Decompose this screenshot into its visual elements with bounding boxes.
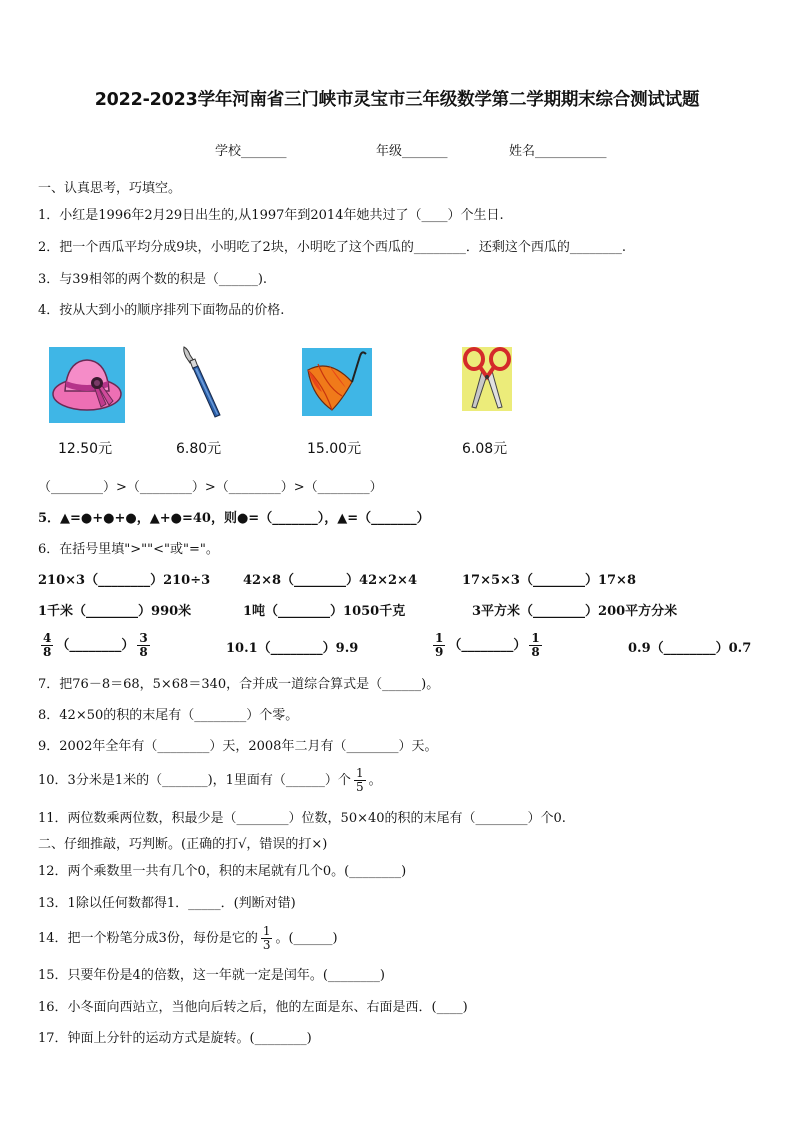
compare-5: 1吨（________）1050千克 xyxy=(243,604,406,619)
school-field: 学校_______ xyxy=(215,144,287,159)
question-13: 13．1除以任何数都得1．_____．(判断对错) xyxy=(38,896,296,911)
question-11: 11．两位数乘两位数，积最少是（________）位数，50×40的积的末尾有（________）个0. xyxy=(38,811,566,826)
name-field: 姓名___________ xyxy=(509,144,607,159)
grade-field: 年级_______ xyxy=(376,144,448,159)
fraction-4-8: $\frac{4}{8}$ xyxy=(43,631,52,659)
question-1: 1．小红是1996年2月29日出生的,从1997年到2014年她共过了（____）个生日. xyxy=(38,208,504,223)
question-4-answer: （________）>（________）>（________）>（________） xyxy=(38,480,383,495)
compare-1: 210×3（________）210÷3 xyxy=(38,573,211,588)
question-17: 17．钟面上分针的运动方式是旋转。(________) xyxy=(38,1031,312,1046)
question-3: 3．与39相邻的两个数的积是（______). xyxy=(38,272,268,287)
fraction-1-3: $\frac{1}{3}$ xyxy=(262,924,271,952)
compare-7: $\frac{4}{8}$ （________） $\frac{3}{8}$ xyxy=(43,631,148,659)
compare-6: 3平方米（________）200平方分米 xyxy=(472,604,678,619)
question-7: 7．把76－8＝68，5×68＝340，合并成一道综合算式是（______)。 xyxy=(38,677,440,692)
fraction-3-8: $\frac{3}{8}$ xyxy=(139,631,148,659)
scissors-icon xyxy=(462,347,512,411)
compare-9: $\frac{1}{9}$ （________） $\frac{1}{8}$ xyxy=(435,631,540,659)
question-2: 2．把一个西瓜平均分成9块，小明吃了2块，小明吃了这个西瓜的________．还剩这个西瓜的________. xyxy=(38,240,626,255)
question-10: 10．3分米是1米的（_______)，1里面有（______）个 $\frac{1}{5}$ 。 xyxy=(38,766,382,794)
question-15: 15．只要年份是4的倍数，这一年就一定是闰年。(________) xyxy=(38,968,385,983)
price-brush: 6.80元 xyxy=(176,441,222,457)
question-16: 16．小冬面向西站立，当他向后转之后，他的左面是东、右面是西．(____) xyxy=(38,1000,468,1015)
fraction-1-9: $\frac{1}{9}$ xyxy=(435,631,444,659)
compare-8: 10.1（________）9.9 xyxy=(226,641,359,656)
question-5: 5．▲=●+●+●，▲+●=40，则●=（_______），▲=（_______） xyxy=(38,511,430,526)
question-8: 8．42×50的积的末尾有（________）个零。 xyxy=(38,708,299,723)
price-hat: 12.50元 xyxy=(58,441,113,457)
fraction-1-8: $\frac{1}{8}$ xyxy=(531,631,540,659)
price-scissors: 6.08元 xyxy=(462,441,508,457)
price-umbrella: 15.00元 xyxy=(307,441,362,457)
section-1-heading: 一、认真思考，巧填空。 xyxy=(38,181,182,196)
hat-icon xyxy=(49,347,125,423)
compare-4: 1千米（________）990米 xyxy=(38,604,192,619)
compare-2: 42×8（________）42×2×4 xyxy=(243,573,417,588)
question-9: 9．2002年全年有（________）天，2008年二月有（________）天。 xyxy=(38,739,438,754)
fraction-1-5: $\frac{1}{5}$ xyxy=(355,766,364,794)
question-14: 14．把一个粉笔分成3份，每份是它的 $\frac{1}{3}$ 。(______) xyxy=(38,924,338,952)
paintbrush-icon xyxy=(182,345,224,421)
umbrella-icon xyxy=(302,348,372,416)
question-12: 12．两个乘数里一共有几个0，积的末尾就有几个0。(________) xyxy=(38,864,407,879)
question-6: 6．在括号里填">""<"或"="。 xyxy=(38,542,219,557)
page-title: 2022-2023学年河南省三门峡市灵宝市三年级数学第二学期期末综合测试试题 xyxy=(94,90,700,110)
question-4: 4．按从大到小的顺序排列下面物品的价格. xyxy=(38,303,285,318)
section-2-heading: 二、仔细推敲，巧判断。(正确的打√，错误的打×) xyxy=(38,837,328,852)
compare-10: 0.9（________）0.7 xyxy=(628,641,752,656)
compare-3: 17×5×3（________）17×8 xyxy=(462,573,636,588)
